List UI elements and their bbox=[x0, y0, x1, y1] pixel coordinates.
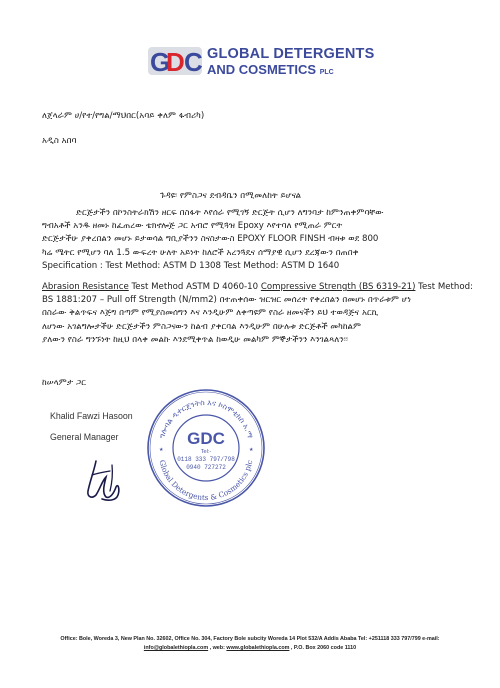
company-name-line1: GLOBAL DETERGENTS bbox=[207, 46, 375, 62]
stamp-tel-2: 0940 727272 bbox=[186, 464, 226, 471]
company-stamp bbox=[145, 387, 267, 509]
company-name-line2: AND COSMETICS PLC bbox=[207, 62, 334, 77]
stamp-english-text: Global Detergents & Cosmetics plc bbox=[157, 459, 255, 503]
body-line: ድርጅታችን በኮንስትራክሽን ዘርፍ በስፋት እየሰራ የሚገኝ ድርጅት ሲሆን ለግንባታ ከምንጠቀምባቸው bbox=[76, 208, 384, 218]
stamp-tel-1: 0118 333 797/798 bbox=[177, 456, 235, 463]
handwritten-signature bbox=[82, 455, 126, 503]
recipient-city: አዲስ አበባ bbox=[42, 136, 77, 146]
svg-text:G: G bbox=[150, 47, 171, 77]
signatory-name: Khalid Fawzi Hasoon bbox=[50, 411, 133, 421]
letter-footer bbox=[30, 635, 470, 653]
svg-text:C: C bbox=[184, 47, 203, 77]
body-paragraph-1 bbox=[42, 207, 462, 273]
body-line: ያለውን የስራ ግንኙነት ከዚህ በላቀ መልኩ እንደሚቀጥል ከወዲሁ መልካም ምኞታችንን እንገልጻለን፡፡ bbox=[42, 334, 348, 345]
company-letterhead bbox=[147, 43, 375, 79]
body-line: ግብአቶች አንዱ ዘመኑ ከፈጠረው ቴክኖሎጅ ጋር አብሮ የሚጓዝ Epoxy እየተባለ የሚጠራ ምርት bbox=[42, 221, 343, 232]
body-line: ካሬ ሜትር የሚሆን ባለ 1.5 ውፍረት ሁለት አይነት ከለሮች አረንጓዴና ሰማያዊ ሲሆን ደረጃውን በጠበቀ bbox=[42, 247, 359, 258]
closing-salutation: ከሠላምታ ጋር bbox=[42, 378, 86, 388]
svg-text:D: D bbox=[166, 47, 185, 77]
signatory-title: General Manager bbox=[50, 432, 119, 442]
body-line: ለሆነው አገልግሎታችሁ ድርጅታችን ምስጋናውን ከልብ ያቀርባል እንዲሁም በሁሉቱ ድርጅቶች መካከልም bbox=[42, 321, 362, 332]
footer-address: Office: Bole, Woreda 3, New Plan No. 32602, Office No. 304, Factory Bole subcity Woreda 14 Plot 532/A Addis Ababa Tel: +251118 333 797/799 e-mail: bbox=[60, 636, 440, 642]
test-methods-line: Abrasion Resistance Test Method ASTM D 4060-10 Compressive Strength (BS 6319-21) Test Method: bbox=[42, 282, 473, 292]
stamp-center-logo: GDC bbox=[187, 429, 225, 448]
footer-web-link[interactable]: www.globalethiopla.com bbox=[226, 645, 290, 651]
body-line: ድርጅታችሁ ያቀረበልን መሆኑ ይታወሳል ግቢያችንን ስናስታውስ EPOXY FLOOR FINSH ብዛቱ ወደ 800 bbox=[42, 234, 379, 245]
body-line: በስራው ቅልጥፍና እጅግ በጣም የሚያስመሰግን እና እንዲሁም ለቀጣዩም የስራ ዘመናችን ይህ ተወዳጅና አርኪ bbox=[42, 308, 379, 319]
stamp-amharic-text: ግሎባል ዲተርጀንትስ እና ኮስሞቲክስ አ.ማ bbox=[157, 397, 255, 440]
footer-email-link[interactable]: info@globalethiopla.com bbox=[143, 645, 209, 651]
body-line: BS 1881:207 – Pull off Strength (N/mm2) በተጠቀሰው ዝርዝር መሰረት የቀረበልን በመሆኑ በጥራቱም ሆነ bbox=[42, 295, 412, 306]
gdc-logo-icon bbox=[147, 43, 203, 79]
footer-contacts: info@globalethiopla.com , web: www.globalethiopla.com , P.O. Box 2060 code 1110 bbox=[143, 645, 357, 651]
stamp-star-icon: ★ bbox=[159, 447, 164, 453]
recipient-name: ለጀላራም ሀ/የተ/የግል/ማህበር(አባይ ቀለም ፋብሪካ) bbox=[42, 111, 205, 121]
stamp-star-icon: ★ bbox=[249, 447, 254, 453]
specification-line: Specification : Test Method: ASTM D 1308 Test Method: ASTM D 1640 bbox=[42, 260, 340, 271]
stamp-tel-label: Tel:- bbox=[200, 449, 212, 455]
letter-subject: ጉዳዩ፡ የምስጋና ደብዳቤን በሚመለከት ይሆናል bbox=[160, 191, 302, 201]
body-paragraph-2 bbox=[42, 281, 473, 347]
